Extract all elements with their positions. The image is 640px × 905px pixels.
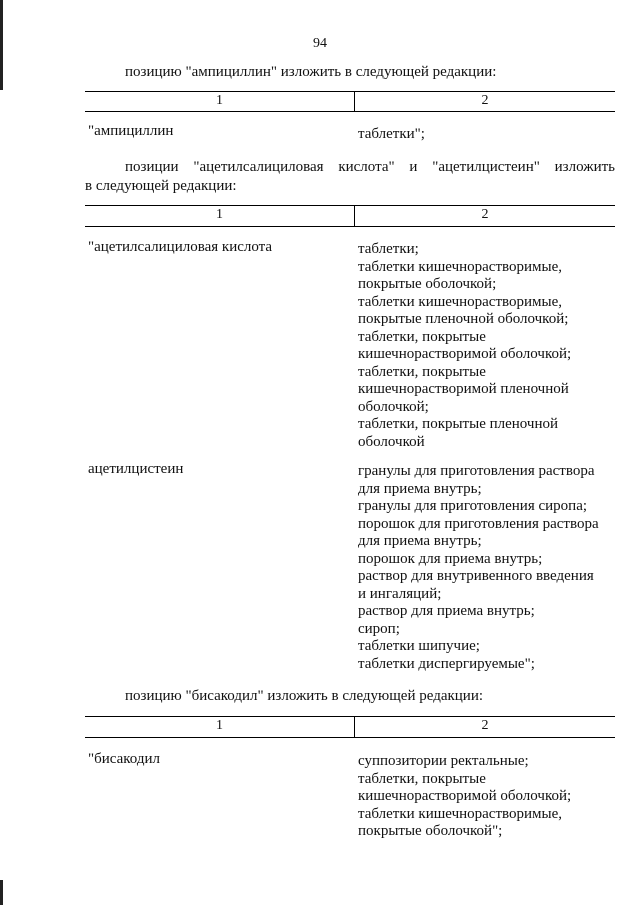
column-header-1: 1 bbox=[216, 207, 223, 222]
dosage-form-line: таблетки диспергируемые"; bbox=[358, 655, 535, 672]
table-header-rule bbox=[85, 111, 615, 112]
dosage-form-line: таблетки, покрытые bbox=[358, 363, 486, 380]
dosage-forms-acetylsalicylic-acid bbox=[358, 241, 620, 451]
drug-name-bisacodyl: "бисакодил bbox=[88, 751, 161, 767]
dosage-form-line: покрытые оболочкой; bbox=[358, 276, 497, 292]
scan-edge-mark bbox=[0, 880, 3, 905]
dosage-form-line: оболочкой bbox=[358, 433, 425, 450]
dosage-form-line: раствор для приема внутрь; bbox=[358, 603, 535, 619]
dosage-form-line: сироп; bbox=[358, 620, 400, 637]
table-header-rule bbox=[85, 226, 615, 227]
table-top-rule bbox=[85, 91, 615, 92]
dosage-forms-ampicillin bbox=[358, 126, 620, 144]
dosage-form-line: порошок для приготовления раствора bbox=[358, 515, 599, 532]
dosage-form-line: порошок для приема внутрь; bbox=[358, 550, 543, 567]
dosage-form-line: покрытые оболочкой"; bbox=[358, 823, 503, 839]
dosage-form-line: таблетки кишечнорастворимые, bbox=[358, 258, 562, 275]
dosage-form-line: суппозитории ректальные; bbox=[358, 753, 529, 769]
table-top-rule bbox=[85, 205, 615, 206]
drug-name-acetylsalicylic-acid: "ацетилсалициловая кислота bbox=[88, 239, 273, 255]
dosage-forms-bisacodyl bbox=[358, 753, 620, 841]
dosage-form-line: таблетки"; bbox=[358, 126, 425, 142]
table-header-rule bbox=[85, 737, 615, 738]
table-top-rule bbox=[85, 716, 615, 717]
dosage-form-line: таблетки, покрытые пленочной bbox=[358, 416, 559, 432]
page-number: 94 bbox=[313, 36, 327, 51]
column-header-1: 1 bbox=[216, 718, 223, 733]
column-header-2: 2 bbox=[481, 718, 489, 733]
dosage-form-line: кишечнорастворимой оболочкой; bbox=[358, 788, 572, 804]
dosage-form-line: кишечнорастворимой пленочной bbox=[358, 381, 569, 397]
section-intro-ampicillin: позицию "ампициллин" изложить в следующей редакции: bbox=[125, 64, 497, 80]
section-intro-line1: позиции "ацетилсалициловая кислота" и "ацетилцистеин" изложить bbox=[125, 159, 615, 175]
dosage-form-line: и ингаляций; bbox=[358, 585, 442, 602]
column-header-2: 2 bbox=[481, 207, 489, 222]
dosage-form-line: таблетки кишечнорастворимые, bbox=[358, 293, 562, 310]
section-intro-line2: в следующей редакции: bbox=[85, 178, 237, 194]
dosage-form-line: таблетки шипучие; bbox=[358, 638, 480, 654]
dosage-form-line: для приема внутрь; bbox=[358, 480, 482, 497]
dosage-form-line: таблетки; bbox=[358, 241, 419, 257]
section-intro-bisacodyl: позицию "бисакодил" изложить в следующей редакции: bbox=[125, 688, 484, 704]
dosage-form-line: для приема внутрь; bbox=[358, 533, 482, 549]
dosage-form-line: таблетки, покрытые bbox=[358, 770, 486, 787]
dosage-form-line: раствор для внутривенного введения bbox=[358, 568, 594, 584]
drug-name-ampicillin: "ампициллин bbox=[88, 123, 174, 139]
drug-name-acetylcysteine: ацетилцистеин bbox=[88, 461, 184, 477]
dosage-form-line: оболочкой; bbox=[358, 398, 429, 415]
column-header-2: 2 bbox=[481, 93, 489, 108]
dosage-form-line: покрытые пленочной оболочкой; bbox=[358, 311, 569, 327]
dosage-form-line: гранулы для приготовления сиропа; bbox=[358, 498, 588, 514]
column-header-1: 1 bbox=[216, 93, 223, 108]
dosage-form-line: кишечнорастворимой оболочкой; bbox=[358, 346, 572, 362]
dosage-form-line: таблетки, покрытые bbox=[358, 328, 486, 345]
dosage-form-line: гранулы для приготовления раствора bbox=[358, 463, 595, 479]
dosage-form-line: таблетки кишечнорастворимые, bbox=[358, 805, 562, 822]
dosage-forms-acetylcysteine bbox=[358, 463, 620, 673]
